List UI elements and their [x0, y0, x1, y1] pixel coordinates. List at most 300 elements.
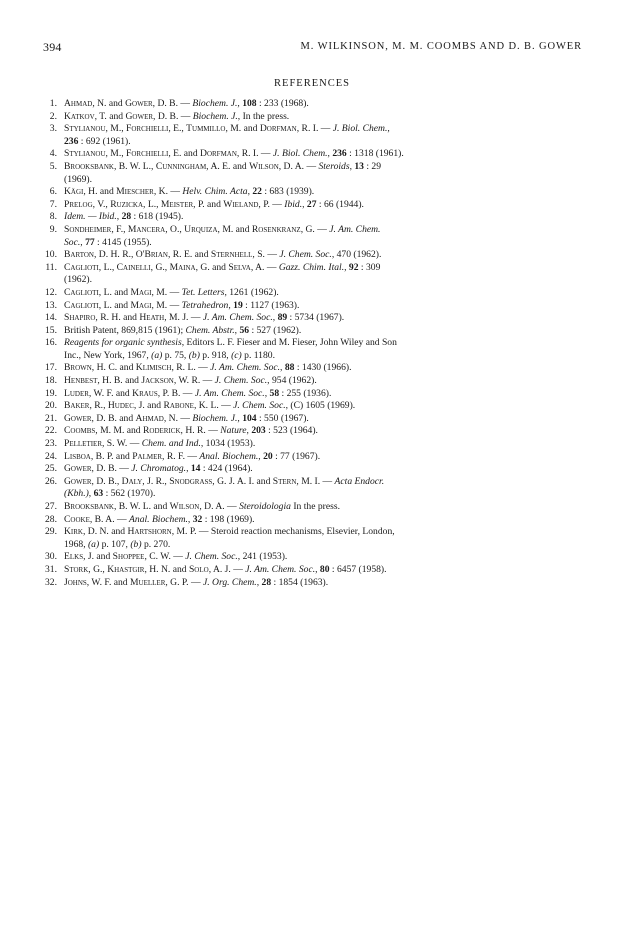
author-surname: Miescher: [116, 186, 154, 198]
reference-item: [40, 211, 588, 224]
reference-number: 8.: [49, 211, 57, 223]
reference-fragment: , B. W. L. and: [113, 501, 170, 512]
reference-fragment: , D. A. —: [278, 160, 319, 172]
reference-fragment: , R. E. and: [167, 249, 211, 261]
journal-title: (c): [231, 349, 242, 361]
reference-fragment: : 692 (1961).: [78, 135, 131, 147]
reference-fragment: , S. —: [252, 249, 280, 261]
volume-number: 89: [277, 312, 288, 324]
reference-fragment: ,: [234, 324, 240, 336]
reference-fragment: , G. P. —: [165, 576, 203, 588]
reference-fragment: ,: [88, 488, 94, 500]
journal-title: J. Am. Chem. Soc.: [245, 563, 316, 575]
reference-fragment: : 29: [363, 160, 382, 172]
author-surname: Stork: [64, 563, 89, 575]
reference-fragment: In the press.: [290, 501, 340, 512]
reference-item: [40, 161, 588, 186]
journal-title: Steroidologia: [239, 501, 291, 512]
reference-text: [64, 287, 279, 298]
reference-fragment: ,: [80, 236, 86, 248]
reference-fragment: : 550 (1967).: [256, 412, 309, 424]
reference-number: 10.: [45, 249, 57, 261]
reference-fragment: : 309: [358, 261, 381, 273]
reference-text: [64, 413, 309, 424]
reference-fragment: , L. and: [98, 299, 131, 311]
reference-fragment: : 6457 (1958).: [329, 563, 387, 575]
reference-item: [40, 111, 588, 124]
author-surname: Caglioti: [64, 286, 99, 298]
reference-fragment: p. 918,: [199, 349, 232, 361]
journal-title: J. Chem. Soc.: [185, 551, 238, 563]
reference-number: 21.: [45, 412, 57, 424]
reference-fragment: , A. E. and: [206, 160, 250, 172]
reference-number: 13.: [45, 299, 57, 311]
author-surname: Palmer: [132, 450, 163, 462]
reference-text: [64, 375, 317, 386]
reference-fragment: : 683 (1939).: [261, 186, 315, 198]
author-surname: Shoppee: [112, 551, 145, 563]
journal-title: Reagents for organic synthesis: [64, 337, 182, 349]
author-surname: Sondheimer: [64, 223, 112, 235]
reference-text: [64, 577, 328, 588]
author-surname: Roderick: [143, 425, 181, 437]
reference-fragment: , E. and: [168, 148, 201, 160]
author-surname: Baker: [64, 400, 90, 412]
reference-item: [40, 123, 588, 148]
reference-fragment: , M. and: [225, 123, 260, 135]
reference-fragment: , Editors L. F. Fieser and M. Fieser, John Wiley and Son: [181, 337, 397, 349]
reference-text: [64, 111, 289, 122]
reference-text: [64, 438, 255, 449]
reference-fragment: , G.,: [150, 261, 170, 273]
reference-text: [64, 514, 255, 525]
reference-number: 7.: [49, 198, 57, 210]
reference-item: [40, 476, 588, 501]
author-surname: Tummillo: [186, 123, 226, 135]
journal-title: Steroids: [318, 160, 350, 172]
reference-fragment: p. 270.: [141, 538, 171, 550]
reference-fragment: ,: [187, 513, 193, 525]
reference-text: [64, 425, 318, 436]
reference-text: [64, 476, 384, 500]
reference-fragment: , M. —: [151, 299, 182, 311]
journal-title: (b): [130, 538, 142, 550]
author-surname: Dorfman: [200, 148, 237, 160]
reference-text: [64, 300, 299, 311]
reference-item: [40, 300, 588, 313]
reference-item: [40, 438, 588, 451]
reference-text: [64, 388, 331, 399]
reference-text: [64, 501, 340, 512]
author-surname: Cainelli: [116, 261, 151, 273]
reference-fragment: British Patent, 869,815 (1961);: [64, 324, 186, 336]
volume-number: 88: [284, 362, 295, 374]
author-surname: Jackson: [141, 375, 174, 387]
reference-text: [64, 362, 351, 373]
reference-item: [40, 312, 588, 325]
reference-fragment: : 1318 (1961).: [346, 148, 404, 160]
author-surname: Klimisch: [135, 362, 172, 374]
reference-item: [40, 451, 588, 464]
author-surname: Elks: [64, 551, 84, 563]
reference-fragment: : 5734 (1967).: [287, 312, 345, 324]
reference-fragment: (1969).: [64, 173, 92, 185]
reference-text: [64, 564, 387, 575]
author-surname: Meister: [160, 198, 194, 210]
volume-number: 13: [354, 160, 364, 172]
reference-text: [64, 312, 344, 323]
author-surname: Rosenkranz: [251, 223, 301, 235]
reference-fragment: (1962).: [64, 274, 92, 286]
volume-number: 22: [252, 186, 262, 198]
journal-title: J. Am. Chem. Soc.: [210, 362, 281, 374]
author-surname: Gower: [64, 463, 92, 475]
reference-text: [64, 98, 309, 109]
journal-title: J. Biol. Chem.: [332, 123, 388, 135]
author-surname: Caglioti: [64, 261, 99, 273]
reference-fragment: p. 1180.: [241, 349, 275, 361]
reference-fragment: , R. L. —: [171, 362, 211, 374]
author-surname: Stylianou: [64, 123, 106, 135]
page-number: 394: [43, 40, 62, 54]
reference-number: 22.: [45, 425, 57, 437]
reference-text: [64, 463, 253, 474]
reference-fragment: p. 107,: [99, 538, 131, 550]
journal-title: Soc.: [64, 236, 81, 248]
volume-number: 20: [263, 450, 273, 462]
reference-fragment: , G. —: [300, 223, 330, 235]
reference-fragment: ,: [116, 211, 122, 223]
author-surname: Pelletier: [64, 438, 102, 450]
author-surname: Gower: [125, 98, 153, 109]
reference-fragment: , J. and: [83, 551, 113, 563]
reference-fragment: , D. B.,: [91, 475, 122, 487]
reference-text: [64, 337, 397, 361]
reference-number: 3.: [49, 123, 57, 135]
reference-fragment: : 66 (1944).: [316, 198, 364, 210]
reference-item: [40, 98, 588, 111]
volume-number: 236: [64, 135, 79, 147]
reference-number: 11.: [45, 261, 57, 273]
reference-fragment: ,: [315, 563, 320, 575]
reference-fragment: ,: [246, 425, 252, 437]
running-head: M. WILKINSON, M. M. COOMBS AND D. B. GOWER: [300, 41, 582, 52]
journal-title: Nature: [220, 425, 247, 437]
reference-fragment: ,: [247, 186, 253, 198]
reference-fragment: , J. and: [133, 400, 164, 412]
reference-fragment: 1968,: [64, 538, 88, 550]
reference-fragment: , H. B. and: [97, 375, 142, 387]
reference-fragment: ,: [349, 160, 355, 172]
reference-list: [40, 98, 588, 589]
journal-title: J. Biol. Chem.: [272, 148, 328, 160]
reference-item: [40, 400, 588, 413]
journal-title: J. Am. Chem.: [329, 223, 381, 235]
reference-number: 16.: [45, 337, 57, 349]
journal-title: J. Chromatog.: [131, 463, 187, 475]
reference-fragment: : 1430 (1966).: [294, 362, 352, 374]
reference-fragment: , 241 (1953).: [237, 551, 288, 563]
reference-item: [40, 577, 588, 590]
reference-item: [40, 551, 588, 564]
reference-fragment: , F.,: [111, 223, 128, 235]
reference-fragment: , M. and: [217, 223, 252, 235]
reference-fragment: , L.,: [143, 198, 161, 210]
journal-title: (a): [87, 538, 100, 550]
author-surname: Johns: [64, 576, 87, 588]
reference-item: [40, 362, 588, 375]
author-surname: Heath: [139, 312, 165, 324]
author-surname: Forchielli: [126, 148, 169, 160]
journal-title: Helv. Chim. Acta: [182, 186, 248, 198]
author-surname: Gower: [125, 110, 154, 122]
reference-number: 28.: [45, 513, 57, 525]
reference-fragment: : 1127 (1963).: [242, 299, 300, 311]
volume-number: 14: [190, 463, 201, 475]
author-surname: Prelog: [64, 198, 93, 210]
reference-number: 17.: [45, 362, 57, 374]
author-surname: Maina: [169, 261, 196, 273]
reference-text: [64, 199, 364, 210]
reference-fragment: , D. B. and: [91, 412, 136, 424]
journal-title: (a): [151, 349, 163, 361]
reference-fragment: , 470 (1962).: [331, 249, 382, 261]
author-surname: Magi: [130, 286, 152, 298]
reference-number: 12.: [45, 286, 57, 298]
volume-number: 56: [239, 324, 250, 336]
reference-fragment: , B. P. and: [90, 450, 133, 462]
journal-title: Idem. — Ibid.: [64, 211, 117, 223]
reference-text: [64, 262, 380, 286]
reference-fragment: ,: [228, 299, 234, 311]
reference-fragment: , M. J. —: [164, 312, 203, 324]
author-surname: Stern: [272, 475, 297, 487]
journal-title: (b): [188, 349, 200, 361]
reference-fragment: Inc., New York, 1967,: [64, 349, 152, 361]
reference-fragment: : 527 (1962).: [249, 324, 302, 336]
author-surname: Brooksbank: [64, 160, 114, 172]
reference-text: [64, 400, 355, 411]
reference-text: [64, 224, 380, 248]
reference-item: [40, 526, 588, 551]
reference-number: 30.: [45, 551, 57, 563]
author-surname: Shapiro: [64, 312, 96, 324]
reference-fragment: , K. —: [153, 186, 183, 198]
volume-number: 28: [261, 576, 272, 588]
section-title: REFERENCES: [274, 78, 350, 89]
author-surname: Brian: [144, 249, 168, 261]
reference-fragment: : 523 (1964).: [265, 425, 318, 437]
reference-item: [40, 262, 588, 287]
author-surname: Urquiza: [184, 223, 218, 235]
reference-fragment: , V.,: [92, 198, 111, 210]
journal-title: (Kbh.): [64, 488, 89, 500]
reference-item: [40, 514, 588, 527]
volume-number: 28: [121, 211, 132, 223]
author-surname: Gower: [64, 475, 92, 487]
reference-number: 24.: [45, 450, 57, 462]
reference-text: [64, 161, 381, 185]
reference-fragment: , D. B. —: [91, 463, 132, 475]
author-surname: Khastgir: [107, 563, 145, 575]
reference-fragment: ,: [272, 312, 278, 324]
reference-fragment: , 1261 (1962).: [224, 286, 279, 298]
reference-number: 6.: [49, 186, 57, 198]
volume-number: 63: [93, 488, 104, 500]
reference-fragment: ,: [237, 98, 243, 109]
reference-fragment: , W. F. and: [88, 387, 133, 399]
reference-text: [64, 325, 301, 336]
reference-fragment: , M. I. —: [296, 475, 335, 487]
volume-number: 80: [319, 563, 330, 575]
journal-title: J. Am. Chem. Soc.: [194, 387, 265, 399]
reference-number: 4.: [49, 148, 57, 160]
author-surname: Kraus: [132, 387, 158, 399]
reference-item: [40, 287, 588, 300]
journal-title: Ibid.: [284, 198, 303, 210]
reference-fragment: , J. R.,: [142, 475, 170, 487]
journal-title: Tetrahedron: [181, 299, 229, 311]
journal-title: J. Chem. Soc.: [279, 249, 332, 261]
reference-text: [64, 551, 287, 562]
author-surname: Wilson: [249, 160, 279, 172]
reference-item: [40, 564, 588, 577]
author-surname: Lisboa: [64, 450, 91, 462]
reference-item: [40, 199, 588, 212]
reference-text: [64, 186, 314, 197]
reference-fragment: : 233 (1968).: [256, 98, 309, 109]
reference-fragment: , O.,: [165, 223, 185, 235]
reference-fragment: , H. R. —: [180, 425, 221, 437]
author-surname: Katkov: [64, 110, 95, 122]
reference-number: 15.: [45, 324, 57, 336]
reference-fragment: : 4145 (1955).: [94, 236, 152, 248]
reference-fragment: , 954 (1962).: [267, 375, 317, 387]
reference-fragment: , R. F. —: [162, 450, 200, 462]
reference-item: [40, 224, 588, 249]
reference-number: 23.: [45, 438, 57, 450]
reference-fragment: , L.,: [98, 261, 117, 273]
reference-item: [40, 388, 588, 401]
journal-title: J. Chem. Soc.: [233, 400, 286, 412]
reference-fragment: ,: [387, 123, 390, 135]
reference-number: 27.: [45, 501, 57, 512]
journal-title: Chem. Abstr.: [185, 324, 235, 336]
author-surname: Luder: [64, 387, 89, 399]
journal-title: Anal. Biochem.: [129, 513, 188, 525]
author-surname: Rabone: [163, 400, 194, 412]
author-surname: Hudec: [107, 400, 134, 412]
author-surname: Wieland: [223, 198, 259, 210]
reference-fragment: , D. B. —: [153, 110, 193, 122]
reference-fragment: , R. H. and: [95, 312, 140, 324]
reference-fragment: , L. and: [98, 286, 131, 298]
author-surname: Mueller: [130, 576, 166, 588]
volume-number: 27: [306, 198, 317, 210]
reference-fragment: , M. P. — Steroid reaction mechanisms, Elsevier, London,: [171, 526, 395, 538]
author-surname: Daly: [121, 475, 143, 487]
author-surname: Ruzicka: [110, 198, 144, 210]
reference-fragment: : 618 (1945).: [131, 211, 184, 223]
reference-item: [40, 337, 588, 362]
author-surname: Magi: [130, 299, 152, 311]
author-surname: Ahmad: [64, 98, 93, 109]
journal-title: J. Am. Chem. Soc.: [202, 312, 273, 324]
reference-fragment: ,: [280, 362, 285, 374]
reference-fragment: : 77 (1967).: [272, 450, 321, 462]
author-surname: Caglioti: [64, 299, 99, 311]
reference-number: 19.: [45, 387, 57, 399]
reference-text: [64, 249, 381, 260]
reference-item: [40, 325, 588, 338]
reference-fragment: ,: [344, 261, 349, 273]
reference-fragment: : 198 (1969).: [202, 513, 255, 525]
reference-text: [64, 148, 404, 159]
reference-item: [40, 463, 588, 476]
reference-fragment: , G. and: [195, 261, 229, 273]
reference-number: 5.: [49, 160, 57, 172]
author-surname: Kägi: [64, 186, 84, 198]
reference-fragment: , N. —: [163, 412, 193, 424]
reference-fragment: , H. C. and: [91, 362, 136, 374]
reference-fragment: , B. A. —: [89, 513, 130, 525]
reference-fragment: : 255 (1936).: [279, 387, 332, 399]
reference-item: [40, 148, 588, 161]
reference-number: 18.: [45, 375, 57, 387]
journal-title: J. Chem. Soc.: [214, 375, 268, 387]
reference-fragment: , M.,: [105, 148, 127, 160]
author-surname: Gower: [64, 412, 92, 424]
reference-fragment: ,: [302, 198, 307, 210]
author-surname: Ahmad: [135, 412, 164, 424]
reference-item: [40, 375, 588, 388]
journal-title: Biochem. J.: [192, 110, 238, 122]
volume-number: 203: [251, 425, 266, 437]
reference-number: 9.: [49, 223, 57, 235]
reference-fragment: , A. —: [250, 261, 279, 273]
reference-number: 2.: [49, 110, 57, 122]
author-surname: Sternhell: [210, 249, 253, 261]
author-surname: Forchielli: [126, 123, 169, 135]
author-surname: Hartshorn: [127, 526, 172, 538]
volume-number: 104: [242, 412, 257, 424]
reference-text: [64, 526, 395, 550]
volume-number: 92: [348, 261, 359, 273]
author-surname: Henbest: [64, 375, 98, 387]
reference-item: [40, 501, 588, 514]
reference-fragment: p. 75,: [162, 349, 189, 361]
reference-fragment: , G.,: [88, 563, 108, 575]
author-surname: Mancera: [127, 223, 166, 235]
reference-fragment: , B. W. L.,: [113, 160, 156, 172]
reference-number: 32.: [45, 576, 57, 588]
volume-number: 236: [332, 148, 347, 160]
journal-title: Tet. Letters: [181, 286, 225, 298]
reference-fragment: , M.,: [105, 123, 127, 135]
reference-fragment: : 424 (1964).: [200, 463, 253, 475]
journal-title: Biochem. J.: [192, 98, 238, 109]
author-surname: Kirk: [64, 526, 83, 538]
reference-fragment: , H. and: [83, 186, 117, 198]
reference-fragment: , P. and: [193, 198, 224, 210]
reference-fragment: ,: [327, 148, 333, 160]
reference-fragment: : 562 (1970).: [103, 488, 156, 500]
reference-fragment: , A. J. —: [208, 563, 246, 575]
author-surname: Cooke: [64, 513, 90, 525]
reference-fragment: , C. W. —: [144, 551, 186, 563]
reference-fragment: , N. and: [92, 98, 126, 109]
volume-number: 77: [85, 236, 95, 248]
